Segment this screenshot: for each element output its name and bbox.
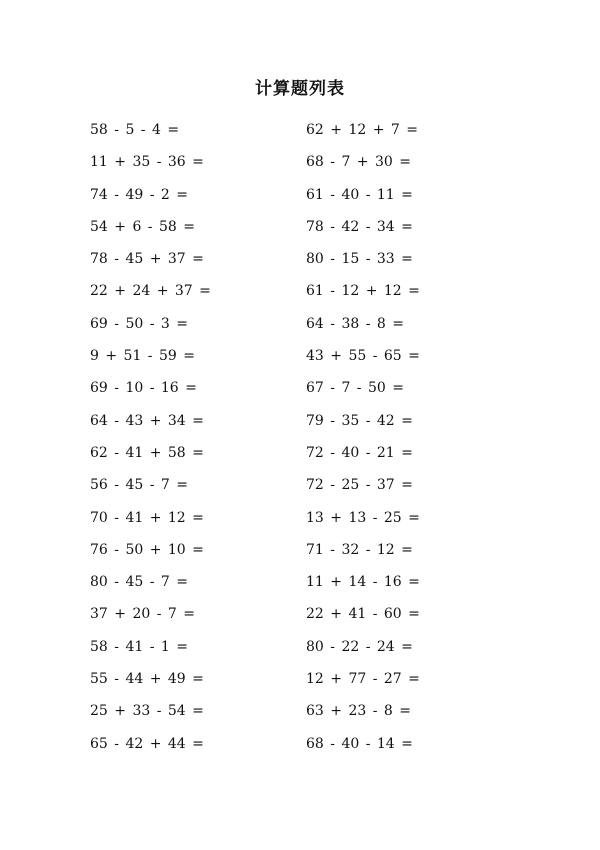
problem-item: 69 - 10 - 16 = [90,380,197,397]
problem-item: 74 - 49 - 2 = [90,186,188,203]
problem-item: 56 - 45 - 7 = [90,477,188,494]
problem-item: 37 + 20 - 7 = [90,606,195,623]
problem-item: 11 + 35 - 36 = [90,154,204,171]
problem-column-right [306,117,420,763]
problem-item: 62 + 12 + 7 = [306,122,418,138]
problem-item: 78 - 45 + 37 = [90,251,204,268]
problem-item: 65 - 42 + 44 = [90,735,204,752]
problem-item: 67 - 7 - 50 = [306,380,404,397]
problem-item: 11 + 14 - 16 = [306,574,420,591]
problem-item: 76 - 50 + 10 = [90,541,204,558]
problem-item: 43 + 55 - 65 = [306,348,420,365]
problem-item: 68 - 40 - 14 = [306,735,413,752]
problem-item: 12 + 77 - 27 = [306,671,420,688]
problem-item: 72 - 25 - 37 = [306,477,413,494]
problem-item: 9 + 51 - 59 = [90,348,195,365]
problem-column-left [90,117,211,763]
problem-item: 61 - 12 + 12 = [306,283,420,300]
problem-item: 79 - 35 - 42 = [306,412,413,429]
problem-item: 80 - 45 - 7 = [90,574,188,591]
problem-item: 58 - 5 - 4 = [90,122,180,138]
problem-item: 80 - 15 - 33 = [306,251,413,268]
problem-item: 63 + 23 - 8 = [306,703,411,720]
problem-item: 69 - 50 - 3 = [90,315,188,332]
problem-item: 22 + 41 - 60 = [306,606,420,623]
problem-item: 62 - 41 + 58 = [90,444,204,461]
problem-item: 25 + 33 - 54 = [90,703,204,720]
problem-item: 72 - 40 - 21 = [306,444,413,461]
problem-item: 22 + 24 + 37 = [90,283,211,300]
problem-item: 13 + 13 - 25 = [306,509,420,526]
problem-item: 64 - 43 + 34 = [90,412,204,429]
page-title: 计算题列表 [255,79,345,99]
problem-item: 71 - 32 - 12 = [306,541,413,558]
problem-item: 68 - 7 + 30 = [306,154,411,171]
problem-item: 80 - 22 - 24 = [306,638,413,655]
problem-item: 55 - 44 + 49 = [90,671,204,688]
problem-item: 54 + 6 - 58 = [90,218,195,235]
problem-item: 58 - 41 - 1 = [90,638,188,655]
problem-item: 61 - 40 - 11 = [306,186,413,203]
problem-item: 70 - 41 + 12 = [90,509,204,526]
problem-item: 78 - 42 - 34 = [306,218,413,235]
problem-item: 64 - 38 - 8 = [306,315,404,332]
